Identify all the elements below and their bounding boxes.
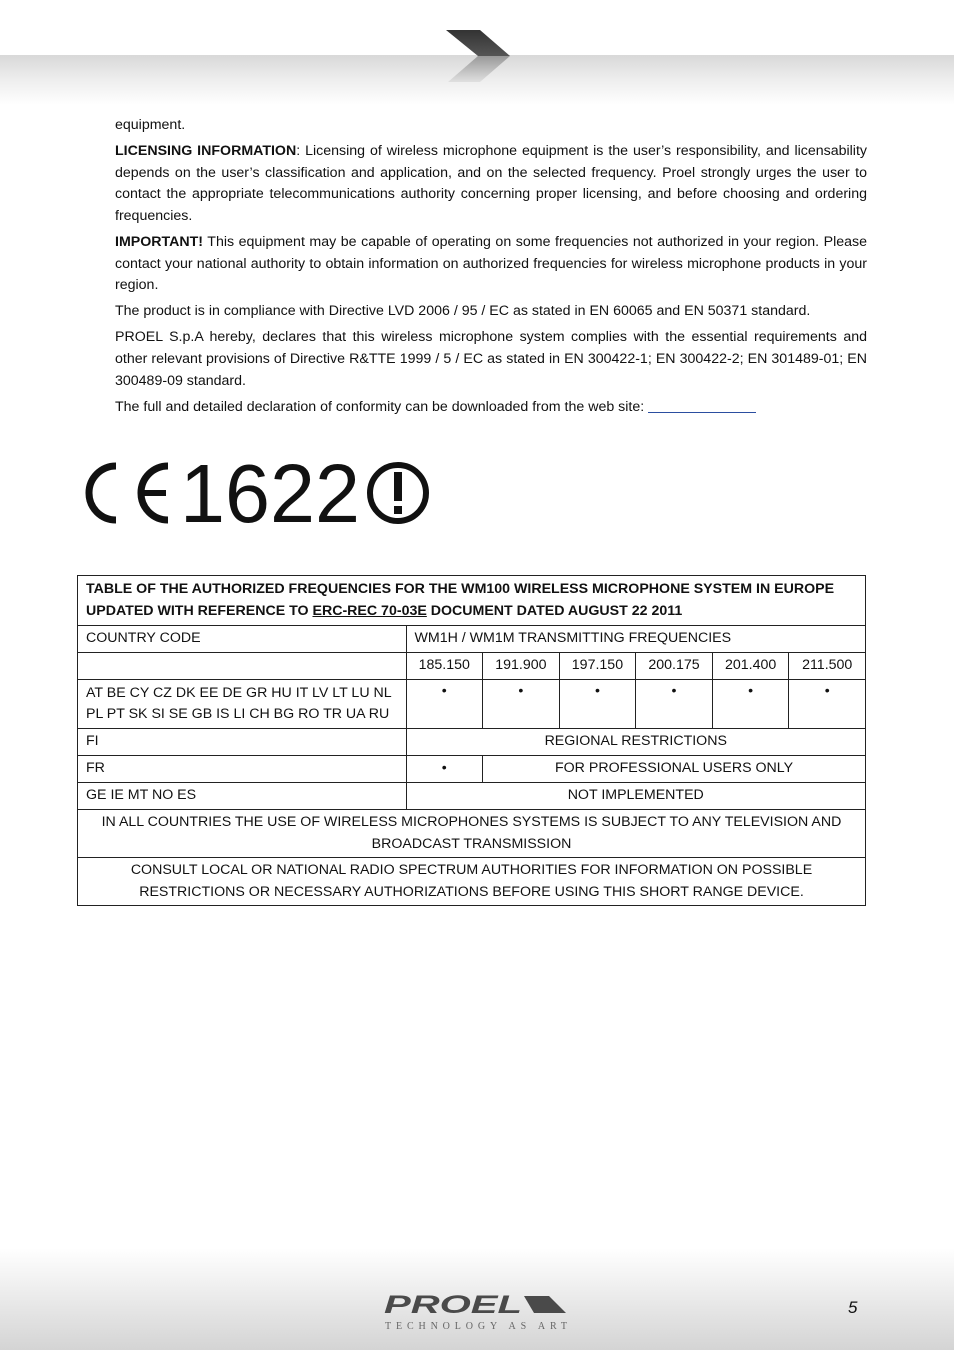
website-link[interactable] — [648, 411, 756, 413]
important-label: IMPORTANT! — [115, 233, 203, 250]
ge-note: NOT IMPLEMENTED — [406, 783, 866, 810]
bullet-mark: • — [559, 680, 636, 729]
table-row — [78, 858, 866, 906]
page-number: 5 — [848, 1298, 858, 1317]
alert-icon — [370, 465, 426, 521]
table-note-authorities: CONSULT LOCAL OR NATIONAL RADIO SPECTRUM AUTHORITIES FOR INFORMATION ON POSSIBLE RESTRICTIONS OR NECESSARY AUTHORIZATIONS BEFORE USING THIS SHORT RANGE DEVICE. — [78, 858, 866, 906]
licensing-label: LICENSING INFORMATION — [115, 143, 297, 160]
frequency-cell: 201.400 — [712, 653, 789, 680]
paragraph-equipment: equipment. — [115, 117, 186, 133]
logo-wordmark: PROEL — [384, 1291, 522, 1319]
notified-body-number: 1622 — [180, 458, 360, 528]
bullet-mark: • — [406, 680, 483, 729]
ge-country-codes: GE IE MT NO ES — [78, 783, 407, 810]
paragraph-lvd-compliance: The product is in compliance with Directive LVD 2006 / 95 / EC as stated in EN 60065 and EN 50371 standard. — [115, 303, 811, 320]
bullet-mark: • — [636, 680, 713, 729]
ce-mark — [84, 458, 434, 528]
table-row — [78, 756, 866, 783]
body-text — [115, 115, 867, 423]
important-text: This equipment may be capable of operating on some frequencies not authorized in your region. Please contact your national authority to obtain information on authorized frequencies for wireless microphone products in your region. — [115, 233, 867, 294]
paragraph-licensing — [115, 141, 867, 227]
frequency-cell: 200.175 — [636, 653, 713, 680]
paragraph-download — [115, 397, 867, 419]
table-title: TABLE OF THE AUTHORIZED FREQUENCIES FOR THE WM100 WIRELESS MICROPHONE SYSTEM IN EUROPE UPDATED WITH REFERENCE TO ERC-REC 70-03E DOCUMENT DATED AUGUST 22 2011 — [78, 576, 866, 626]
frequency-header-row — [78, 653, 866, 680]
fr-country-code: FR — [78, 756, 407, 783]
frequency-cell: 191.900 — [483, 653, 560, 680]
table-row — [78, 729, 866, 756]
bullet-mark: • — [406, 756, 483, 783]
table-note-broadcast: IN ALL COUNTRIES THE USE OF WIRELESS MICROPHONES SYSTEMS IS SUBJECT TO ANY TELEVISION AND BROADCAST TRANSMISSION — [78, 810, 866, 858]
frequency-cell: 211.500 — [789, 653, 866, 680]
paragraph-declaration: PROEL S.p.A hereby, declares that this wireless microphone system complies with the essential requirements and other relevant provisions of Directive R&TTE 1999 / 5 / EC as stated in EN 300422-1; EN 300422-2; EN 301489-01; EN 300489-09 standard. — [115, 329, 867, 389]
frequency-cell: 197.150 — [559, 653, 636, 680]
proel-logo — [384, 1290, 574, 1332]
frequencies-header: WM1H / WM1M TRANSMITTING FREQUENCIES — [406, 626, 866, 653]
bullet-mark: • — [712, 680, 789, 729]
table-row — [78, 680, 866, 729]
bullet-mark: • — [483, 680, 560, 729]
erc-reference: ERC-REC 70-03E — [312, 602, 427, 619]
logo-arrow-icon — [524, 1296, 566, 1313]
licensing-text: : Licensing of wireless microphone equipment is the user’s responsibility, and licensability depends on the user’s classification and application, and on the selected frequency. Proel strongly urges the user to contact the appropriate telecommunications authority concerning proper licensing, and before choosing and ordering frequencies. — [115, 143, 867, 224]
frequency-cell: 185.150 — [406, 653, 483, 680]
bullet-mark: • — [789, 680, 866, 729]
chevron-right-icon — [444, 28, 512, 84]
table-row — [78, 783, 866, 810]
fi-note: REGIONAL RESTRICTIONS — [406, 729, 866, 756]
logo-tagline: TECHNOLOGY AS ART — [385, 1321, 567, 1332]
download-text: The full and detailed declaration of conformity can be downloaded from the web site: — [115, 398, 645, 415]
fr-note: FOR PROFESSIONAL USERS ONLY — [483, 756, 866, 783]
frequency-table — [77, 575, 866, 906]
country-code-header: COUNTRY CODE — [78, 626, 407, 653]
table-row — [78, 810, 866, 858]
eu-country-codes: AT BE CY CZ DK EE DE GR HU IT LV LT LU NL PL PT SK SI SE GB IS LI CH BG RO TR UA RU — [78, 680, 407, 729]
paragraph-important — [115, 232, 867, 297]
fi-country-code: FI — [78, 729, 407, 756]
